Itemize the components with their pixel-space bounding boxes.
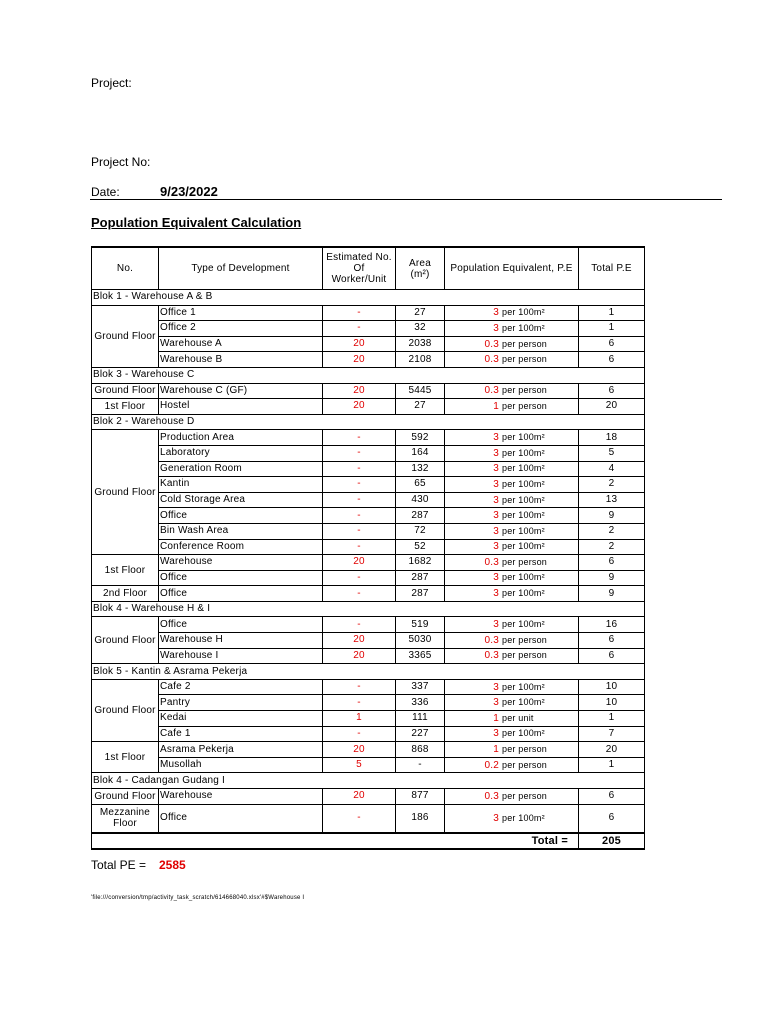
pe-unit: per person (501, 650, 548, 661)
pe-unit: per 100m² (501, 447, 545, 458)
pe-cell (445, 430, 579, 446)
row-total-pe: 20 (579, 399, 645, 415)
pe-cell (445, 523, 579, 539)
table-row (92, 430, 645, 446)
floor-label: 2nd Floor (92, 586, 159, 602)
floor-label: 1st Floor (92, 555, 159, 586)
floor-label: Ground Floor (92, 617, 159, 664)
pe-cell (445, 711, 579, 727)
area-value: 336 (396, 695, 445, 711)
pe-factor: 3 (493, 681, 499, 693)
row-total-pe: 6 (579, 383, 645, 399)
development-type: Kantin (159, 477, 323, 493)
area-value: 287 (396, 570, 445, 586)
pe-unit: per 100m² (501, 541, 545, 552)
row-total-pe: 6 (579, 336, 645, 352)
development-type: Warehouse B (159, 352, 323, 368)
row-total-pe: 10 (579, 695, 645, 711)
pe-unit: per 100m² (501, 588, 545, 599)
worker-count: 20 (323, 383, 396, 399)
development-type: Warehouse A (159, 336, 323, 352)
floor-label: Ground Floor (92, 383, 159, 399)
pe-unit: per unit (501, 712, 534, 723)
development-type: Office (159, 804, 323, 833)
table-row (92, 492, 645, 508)
pe-factor: 0.3 (484, 385, 499, 397)
col-header-area: Area (m²) (396, 247, 445, 290)
pe-cell (445, 461, 579, 477)
table-row (92, 461, 645, 477)
floor-label: 1st Floor (92, 742, 159, 773)
total-value: 205 (579, 833, 645, 850)
total-row (92, 833, 645, 850)
block-name: Blok 1 - Warehouse A & B (92, 290, 645, 306)
pe-factor: 3 (493, 588, 499, 600)
pe-factor: 3 (493, 494, 499, 506)
project-no-label: Project No: (91, 155, 151, 169)
total-row-spacer (92, 833, 445, 850)
worker-count: - (323, 461, 396, 477)
development-type: Cold Storage Area (159, 492, 323, 508)
pe-factor: 3 (493, 307, 499, 319)
development-type: Laboratory (159, 445, 323, 461)
pe-factor: 0.3 (484, 790, 499, 802)
worker-count: - (323, 445, 396, 461)
pe-cell (445, 321, 579, 337)
pe-factor: 3 (493, 447, 499, 459)
development-type: Warehouse I (159, 648, 323, 664)
development-type: Warehouse (159, 555, 323, 571)
block-row (92, 664, 645, 680)
table-row (92, 539, 645, 555)
pe-factor: 0.2 (484, 759, 499, 771)
pe-unit: per person (501, 744, 548, 755)
worker-count: 20 (323, 336, 396, 352)
pe-unit: per 100m² (501, 697, 545, 708)
pe-cell (445, 399, 579, 415)
pe-unit: per 100m² (501, 478, 545, 489)
development-type: Warehouse H (159, 633, 323, 649)
area-value: 868 (396, 742, 445, 758)
worker-count: 20 (323, 399, 396, 415)
pe-unit: per person (501, 338, 548, 349)
area-value: 2038 (396, 336, 445, 352)
table-row (92, 742, 645, 758)
row-total-pe: 1 (579, 321, 645, 337)
area-value: 5445 (396, 383, 445, 399)
pe-unit: per person (501, 759, 548, 770)
row-total-pe: 16 (579, 617, 645, 633)
table-row (92, 789, 645, 805)
pe-unit: per person (501, 385, 548, 396)
worker-count: 20 (323, 352, 396, 368)
pe-factor: 1 (493, 744, 499, 756)
row-total-pe: 20 (579, 742, 645, 758)
pe-factor: 1 (493, 712, 499, 724)
worker-count: 5 (323, 757, 396, 773)
row-total-pe: 2 (579, 523, 645, 539)
pe-unit: per 100m² (501, 494, 545, 505)
area-value: 227 (396, 726, 445, 742)
pe-cell (445, 336, 579, 352)
development-type: Musollah (159, 757, 323, 773)
pe-unit: per person (501, 790, 548, 801)
table-row (92, 305, 645, 321)
worker-count: 20 (323, 742, 396, 758)
table-row (92, 523, 645, 539)
development-type: Office (159, 508, 323, 524)
row-total-pe: 2 (579, 539, 645, 555)
table-header-row (92, 247, 645, 290)
row-total-pe: 10 (579, 679, 645, 695)
worker-count: - (323, 617, 396, 633)
worker-count: - (323, 539, 396, 555)
area-value: 27 (396, 305, 445, 321)
footer-path: 'file:///conversion/tmp/activity_task_scratch/614668040.xlsx'#$Warehouse I (91, 895, 305, 901)
pe-unit: per 100m² (501, 525, 545, 536)
area-value: 27 (396, 399, 445, 415)
total-pe-label: Total PE = (91, 858, 147, 872)
pe-unit: per 100m² (501, 619, 545, 630)
pe-cell (445, 789, 579, 805)
development-type: Asrama Pekerja (159, 742, 323, 758)
pe-unit: per 100m² (501, 728, 545, 739)
row-total-pe: 6 (579, 804, 645, 833)
table-row (92, 336, 645, 352)
row-total-pe: 18 (579, 430, 645, 446)
table-row (92, 726, 645, 742)
development-type: Generation Room (159, 461, 323, 477)
table-row (92, 555, 645, 571)
area-value: 3365 (396, 648, 445, 664)
pe-cell (445, 570, 579, 586)
area-value: 65 (396, 477, 445, 493)
area-value: 5030 (396, 633, 445, 649)
block-name: Blok 4 - Warehouse H & I (92, 601, 645, 617)
table-row (92, 508, 645, 524)
area-value: 186 (396, 804, 445, 833)
pe-cell (445, 648, 579, 664)
worker-count: - (323, 726, 396, 742)
col-header-no: No. (92, 247, 159, 290)
pe-factor: 3 (493, 812, 499, 824)
development-type: Kedai (159, 711, 323, 727)
table-row (92, 586, 645, 602)
area-value: 337 (396, 679, 445, 695)
pe-cell (445, 695, 579, 711)
pe-unit: per 100m² (501, 432, 545, 443)
col-header-pe: Population Equivalent, P.E (445, 247, 579, 290)
block-name: Blok 4 - Cadangan Gudang I (92, 773, 645, 789)
worker-count: - (323, 523, 396, 539)
table-row (92, 695, 645, 711)
table-row (92, 321, 645, 337)
pe-unit: per 100m² (501, 463, 545, 474)
pe-factor: 3 (493, 572, 499, 584)
worker-count: - (323, 492, 396, 508)
pe-factor: 0.3 (484, 338, 499, 350)
page-title: Population Equivalent Calculation (91, 215, 302, 230)
worker-count: 1 (323, 711, 396, 727)
row-total-pe: 6 (579, 633, 645, 649)
table-row (92, 383, 645, 399)
row-total-pe: 2 (579, 477, 645, 493)
table-row (92, 570, 645, 586)
pe-factor: 0.3 (484, 650, 499, 662)
row-total-pe: 1 (579, 757, 645, 773)
pe-unit: per 100m² (501, 812, 545, 823)
pe-unit: per 100m² (501, 572, 545, 583)
pe-table (91, 246, 645, 850)
area-value: 111 (396, 711, 445, 727)
total-label: Total = (445, 833, 579, 850)
worker-count: - (323, 305, 396, 321)
area-value: 430 (396, 492, 445, 508)
pe-cell (445, 742, 579, 758)
development-type: Hostel (159, 399, 323, 415)
development-type: Cafe 1 (159, 726, 323, 742)
table-row (92, 617, 645, 633)
floor-label: 1st Floor (92, 399, 159, 415)
worker-count: 20 (323, 555, 396, 571)
development-type: Bin Wash Area (159, 523, 323, 539)
row-total-pe: 13 (579, 492, 645, 508)
pe-factor: 3 (493, 463, 499, 475)
pe-cell (445, 633, 579, 649)
pe-factor: 3 (493, 619, 499, 631)
floor-label: Ground Floor (92, 305, 159, 367)
row-total-pe: 5 (579, 445, 645, 461)
development-type: Warehouse (159, 789, 323, 805)
pe-unit: per person (501, 400, 548, 411)
block-row (92, 290, 645, 306)
row-total-pe: 6 (579, 352, 645, 368)
pe-cell (445, 726, 579, 742)
pe-cell (445, 477, 579, 493)
block-row (92, 414, 645, 430)
pe-factor: 3 (493, 432, 499, 444)
development-type: Office 1 (159, 305, 323, 321)
pe-cell (445, 508, 579, 524)
worker-count: - (323, 804, 396, 833)
worker-count: 20 (323, 648, 396, 664)
col-header-total: Total P.E (579, 247, 645, 290)
table-row (92, 352, 645, 368)
pe-unit: per 100m² (501, 307, 545, 318)
pe-factor: 3 (493, 728, 499, 740)
area-value: 32 (396, 321, 445, 337)
pe-cell (445, 445, 579, 461)
pe-cell (445, 305, 579, 321)
pe-unit: per 100m² (501, 681, 545, 692)
pe-factor: 3 (493, 322, 499, 334)
date-value: 9/23/2022 (160, 184, 218, 199)
area-value: 287 (396, 508, 445, 524)
floor-label: Ground Floor (92, 789, 159, 805)
block-name: Blok 2 - Warehouse D (92, 414, 645, 430)
pe-factor: 3 (493, 478, 499, 490)
pe-factor: 0.3 (484, 556, 499, 568)
worker-count: - (323, 695, 396, 711)
development-type: Office 2 (159, 321, 323, 337)
table-row (92, 445, 645, 461)
area-value: - (396, 757, 445, 773)
total-pe-value: 2585 (159, 858, 186, 872)
pe-factor: 3 (493, 525, 499, 537)
pe-unit: per person (501, 354, 548, 365)
worker-count: - (323, 508, 396, 524)
worker-count: - (323, 477, 396, 493)
pe-unit: per person (501, 634, 548, 645)
table-row (92, 711, 645, 727)
header-divider (90, 199, 722, 200)
col-header-workers: Estimated No. Of Worker/Unit (323, 247, 396, 290)
worker-count: 20 (323, 789, 396, 805)
row-total-pe: 6 (579, 648, 645, 664)
row-total-pe: 9 (579, 508, 645, 524)
development-type: Office (159, 617, 323, 633)
pe-cell (445, 804, 579, 833)
area-value: 72 (396, 523, 445, 539)
table-row (92, 633, 645, 649)
row-total-pe: 9 (579, 586, 645, 602)
pe-factor: 3 (493, 510, 499, 522)
area-value: 877 (396, 789, 445, 805)
row-total-pe: 1 (579, 305, 645, 321)
table-row (92, 804, 645, 833)
development-type: Pantry (159, 695, 323, 711)
block-name: Blok 3 - Warehouse C (92, 367, 645, 383)
pe-cell (445, 352, 579, 368)
worker-count: - (323, 321, 396, 337)
area-value: 2108 (396, 352, 445, 368)
development-type: Production Area (159, 430, 323, 446)
col-header-type: Type of Development (159, 247, 323, 290)
row-total-pe: 4 (579, 461, 645, 477)
date-label: Date: (91, 185, 120, 199)
pe-factor: 0.3 (484, 354, 499, 366)
worker-count: - (323, 586, 396, 602)
pe-cell (445, 383, 579, 399)
pe-factor: 3 (493, 697, 499, 709)
block-name: Blok 5 - Kantin & Asrama Pekerja (92, 664, 645, 680)
floor-label: Ground Floor (92, 679, 159, 741)
table-row (92, 679, 645, 695)
worker-count: - (323, 679, 396, 695)
area-value: 1682 (396, 555, 445, 571)
pe-unit: per 100m² (501, 510, 545, 521)
project-label: Project: (91, 76, 132, 90)
row-total-pe: 7 (579, 726, 645, 742)
block-row (92, 773, 645, 789)
row-total-pe: 9 (579, 570, 645, 586)
floor-label: Ground Floor (92, 430, 159, 555)
development-type: Office (159, 586, 323, 602)
pe-factor: 0.3 (484, 634, 499, 646)
development-type: Cafe 2 (159, 679, 323, 695)
block-row (92, 367, 645, 383)
worker-count: - (323, 430, 396, 446)
pe-factor: 3 (493, 541, 499, 553)
pe-cell (445, 617, 579, 633)
area-value: 52 (396, 539, 445, 555)
development-type: Office (159, 570, 323, 586)
table-row (92, 399, 645, 415)
pe-cell (445, 539, 579, 555)
area-value: 592 (396, 430, 445, 446)
pe-cell (445, 679, 579, 695)
row-total-pe: 6 (579, 789, 645, 805)
table-row (92, 477, 645, 493)
pe-unit: per 100m² (501, 322, 545, 333)
pe-factor: 1 (493, 400, 499, 412)
pe-cell (445, 492, 579, 508)
worker-count: 20 (323, 633, 396, 649)
worker-count: - (323, 570, 396, 586)
table-row (92, 648, 645, 664)
pe-cell (445, 586, 579, 602)
table-row (92, 757, 645, 773)
block-row (92, 601, 645, 617)
pe-unit: per person (501, 556, 548, 567)
development-type: Warehouse C (GF) (159, 383, 323, 399)
pe-cell (445, 757, 579, 773)
row-total-pe: 6 (579, 555, 645, 571)
pe-cell (445, 555, 579, 571)
area-value: 164 (396, 445, 445, 461)
row-total-pe: 1 (579, 711, 645, 727)
development-type: Conference Room (159, 539, 323, 555)
area-value: 132 (396, 461, 445, 477)
area-value: 287 (396, 586, 445, 602)
area-value: 519 (396, 617, 445, 633)
floor-label: Mezzanine Floor (92, 804, 159, 833)
